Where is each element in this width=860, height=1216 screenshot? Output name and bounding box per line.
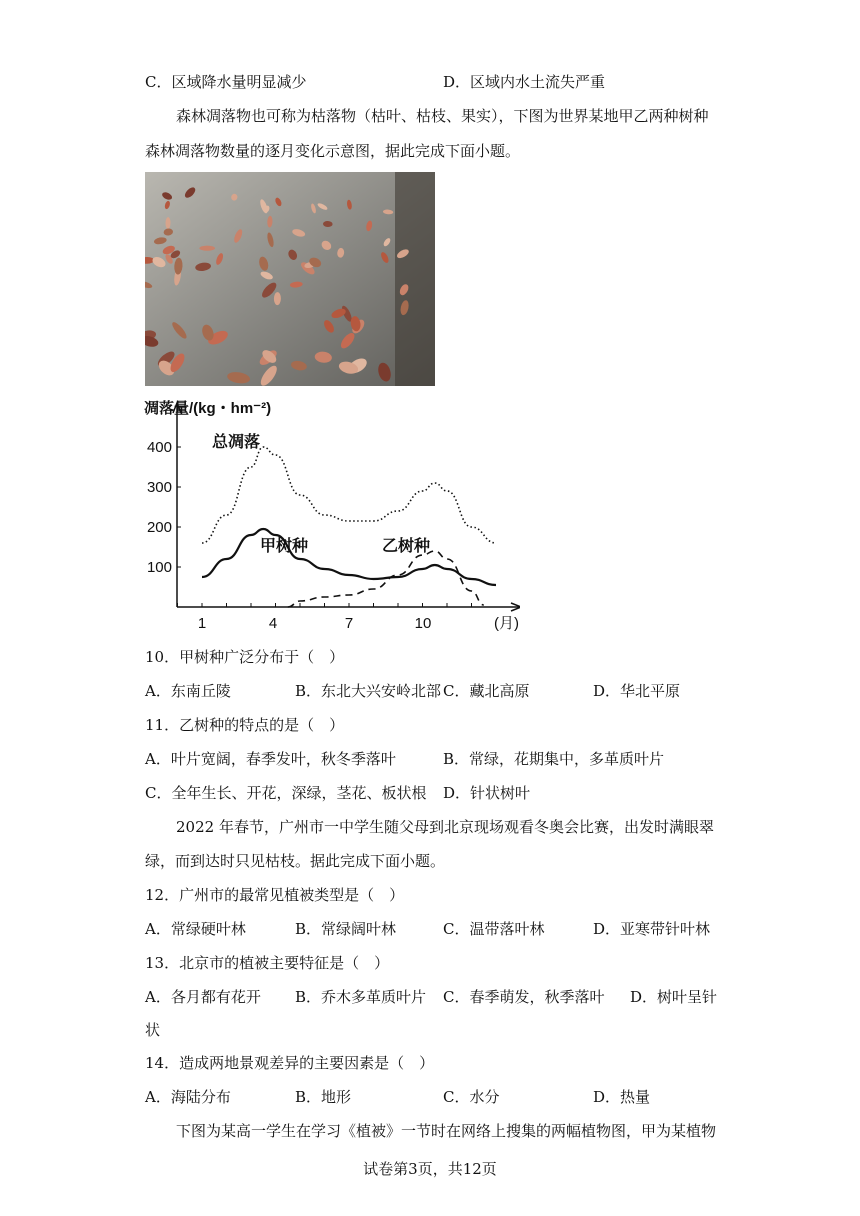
series-label: 总凋落	[212, 434, 261, 451]
question-12-stem: 12．广州市的最常见植被类型是（ ）	[145, 886, 405, 904]
leaf-shape	[199, 246, 215, 251]
q12-option-a: A．常绿硬叶林	[145, 920, 246, 938]
y-tick-label: 200	[146, 519, 172, 536]
q12-option-c: C．温带落叶林	[443, 920, 545, 938]
x-axis-label: (月)	[494, 615, 519, 632]
fallen-leaves-photo	[145, 172, 435, 386]
x-tick-label: 10	[414, 615, 432, 632]
series-line-solid	[202, 529, 496, 585]
question-10-stem: 10．甲树种广泛分布于（ ）	[145, 648, 345, 666]
q12-option-b: B．常绿阔叶林	[295, 920, 397, 938]
q14-option-a: A．海陆分布	[145, 1088, 231, 1106]
q14-option-b: B．地形	[295, 1088, 352, 1106]
q10-option-d: D．华北平原	[593, 682, 681, 700]
q10-option-a: A．东南丘陵	[145, 682, 231, 700]
q14-option-c: C．水分	[443, 1088, 500, 1106]
question-11-stem: 11．乙树种的特点的是（ ）	[145, 716, 345, 734]
intro-line: 森林凋落物数量的逐月变化示意图，据此完成下面小题。	[145, 142, 521, 160]
question-14-stem: 14．造成两地景观差异的主要因素是（ ）	[145, 1054, 435, 1072]
intro-line: 森林凋落物也可称为枯落物（枯叶、枯枝、果实），下图为世界某地甲乙两种树种	[176, 107, 709, 125]
x-tick-label: 1	[197, 615, 207, 632]
q14-option-d: D．热量	[593, 1088, 651, 1106]
q13-option-d: D．树叶呈针	[630, 988, 718, 1006]
intro-line: 下图为某高一学生在学习《植被》一节时在网络上搜集的两幅植物图，甲为某植物	[176, 1122, 717, 1140]
y-tick-label: 400	[146, 439, 172, 456]
q11-option-a: A．叶片宽阔，春季发叶，秋冬季落叶	[145, 750, 396, 768]
q13-option-c: C．春季萌发，秋季落叶	[443, 988, 605, 1006]
intro-line: 2022 年春节，广州市一中学生随父母到北京现场观看冬奥会比赛，出发时满眼翠	[176, 818, 714, 836]
q11-option-d: D．针状树叶	[443, 784, 531, 802]
q12-option-d: D．亚寒带针叶林	[593, 920, 711, 938]
q11-option-b: B．常绿，花期集中，多革质叶片	[443, 750, 665, 768]
y-tick-label: 100	[146, 559, 172, 576]
option-d: D．区域内水土流失严重	[443, 73, 606, 91]
page-footer: 试卷第3页，共12页	[363, 1160, 497, 1178]
option-c: C．区域降水量明显减少	[145, 73, 307, 91]
q11-option-c: C．全年生长、开花，深绿，茎花、板状根	[145, 784, 427, 802]
q13-option-b: B．乔木多革质叶片	[295, 988, 427, 1006]
q13-option-a: A．各月都有花开	[145, 988, 261, 1006]
intro-line: 绿，而到达时只见枯枝。据此完成下面小题。	[145, 852, 446, 870]
y-axis-label: 凋落量/(kg・hm⁻²)	[144, 400, 272, 417]
series-label: 乙树种	[382, 538, 431, 555]
x-tick-label: 4	[268, 615, 278, 632]
question-13-stem: 13．北京市的植被主要特征是（ ）	[145, 954, 390, 972]
q13-option-d-wrap: 状	[145, 1021, 161, 1039]
series-label: 甲树种	[260, 538, 309, 555]
litterfall-chart	[140, 392, 520, 637]
x-tick-label: 7	[344, 615, 354, 632]
q10-option-b: B．东北大兴安岭北部	[295, 682, 442, 700]
y-tick-label: 300	[146, 479, 172, 496]
q10-option-c: C．藏北高原	[443, 682, 530, 700]
series-line-dotted	[202, 447, 496, 543]
